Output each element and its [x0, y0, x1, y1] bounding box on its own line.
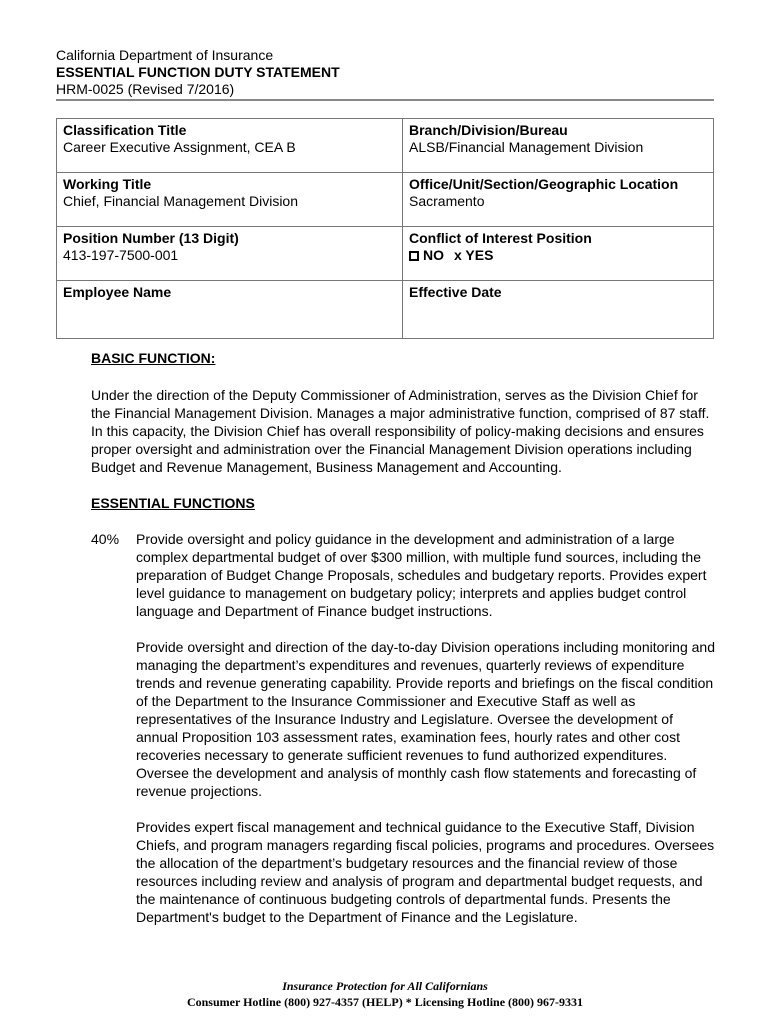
footer-hotlines: Consumer Hotline (800) 927-4357 (HELP) * Licensing Hotline (800) 967-9331	[186, 995, 584, 1009]
essential-functions-heading: ESSENTIAL FUNCTIONS	[91, 495, 255, 511]
employee-name-cell	[57, 281, 403, 339]
classification-title-label: Classification Title	[63, 122, 187, 138]
position-number-cell	[57, 227, 403, 281]
yes-option-label: x YES	[454, 247, 494, 263]
working-title-cell	[57, 173, 403, 227]
basic-function-text: Under the direction of the Deputy Commissioner of Administration, serves as the Division Chief for the Financial Management Division. Manages a major administrative function, comprised of 87 staff. In this capacity, the Division Chief has overall responsibility of policy-making decisions and ensures proper oversight and administration over the Financial Management Division operations including Budget and Revenue Management, Business Management and Accounting.	[91, 387, 710, 475]
office-value: Sacramento	[409, 193, 485, 209]
working-title-value: Chief, Financial Management Division	[63, 193, 298, 209]
branch-value: ALSB/Financial Management Division	[409, 139, 644, 155]
basic-function-heading: BASIC FUNCTION:	[91, 350, 216, 366]
effective-date-label: Effective Date	[409, 284, 502, 300]
position-info-table	[56, 118, 714, 339]
branch-label: Branch/Division/Bureau	[409, 122, 568, 138]
conflict-of-interest-options	[409, 247, 707, 264]
position-number-label: Position Number (13 Digit)	[63, 230, 239, 246]
function-paragraph: Provide oversight and direction of the day-to-day Division operations including monitoring and managing the department’s expenditures and revenues, quarterly reviews of expenditure trends and revenue generating capability. Provide reports and briefings on the fiscal condition of the Department to the Insurance Commissioner and Executive Staff as well as representatives of the Insurance Industry and Legislature. Oversee the development of annual Proposition 103 assessment rates, examination fees, hourly rates and other cost recoveries necessary to generate sufficient revenues to fund authorized expenditures. Oversee the development and analysis of monthly cash flow statements and forecasting of revenue projections.	[136, 639, 715, 799]
classification-title-cell	[57, 119, 403, 173]
essential-function-item	[91, 530, 716, 926]
branch-cell	[403, 119, 714, 173]
page-footer	[0, 978, 770, 1010]
position-number-value: 413-197-7500-001	[63, 247, 179, 263]
employee-name-label: Employee Name	[63, 284, 172, 300]
function-paragraph: Provides expert fiscal management and technical guidance to the Executive Staff, Division Chiefs, and program managers regarding fiscal policies, programs and procedures. Oversees the allocation of the department’s budgetary resources and the financial review of those resources including review and analysis of program and departmental budget requests, and the maintenance of continuous budgeting controls of departmental funds. Presents the Department's budget to the Department of Finance and the Legislature.	[136, 819, 715, 925]
function-paragraph: Provide oversight and policy guidance in the development and administration of a large complex departmental budget of over $300 million, with multiple fund sources, including the preparation of Budget Change Proposals, schedules and budgetary reports. Provides expert level guidance to management on budgetary policy; interprets and applies budget control language and Department of Finance budget instructions.	[136, 531, 707, 619]
agency-name: California Department of Insurance	[56, 47, 274, 63]
office-label: Office/Unit/Section/Geographic Location	[409, 176, 679, 192]
conflict-of-interest-cell	[403, 227, 714, 281]
no-checkbox[interactable]	[409, 251, 419, 261]
document-title: ESSENTIAL FUNCTION DUTY STATEMENT	[56, 64, 340, 80]
effective-date-cell	[403, 281, 714, 339]
function-description	[136, 530, 716, 926]
document-header	[56, 47, 714, 98]
function-percent: 40%	[91, 531, 120, 547]
office-cell	[403, 173, 714, 227]
header-divider	[56, 99, 714, 101]
duty-statement-body	[91, 349, 716, 926]
conflict-of-interest-label: Conflict of Interest Position	[409, 230, 592, 246]
classification-title-value: Career Executive Assignment, CEA B	[63, 139, 296, 155]
footer-tagline: Insurance Protection for All Californians	[282, 979, 488, 993]
no-option-label: NO	[423, 247, 444, 263]
form-id: HRM-0025 (Revised 7/2016)	[56, 81, 235, 97]
working-title-label: Working Title	[63, 176, 152, 192]
